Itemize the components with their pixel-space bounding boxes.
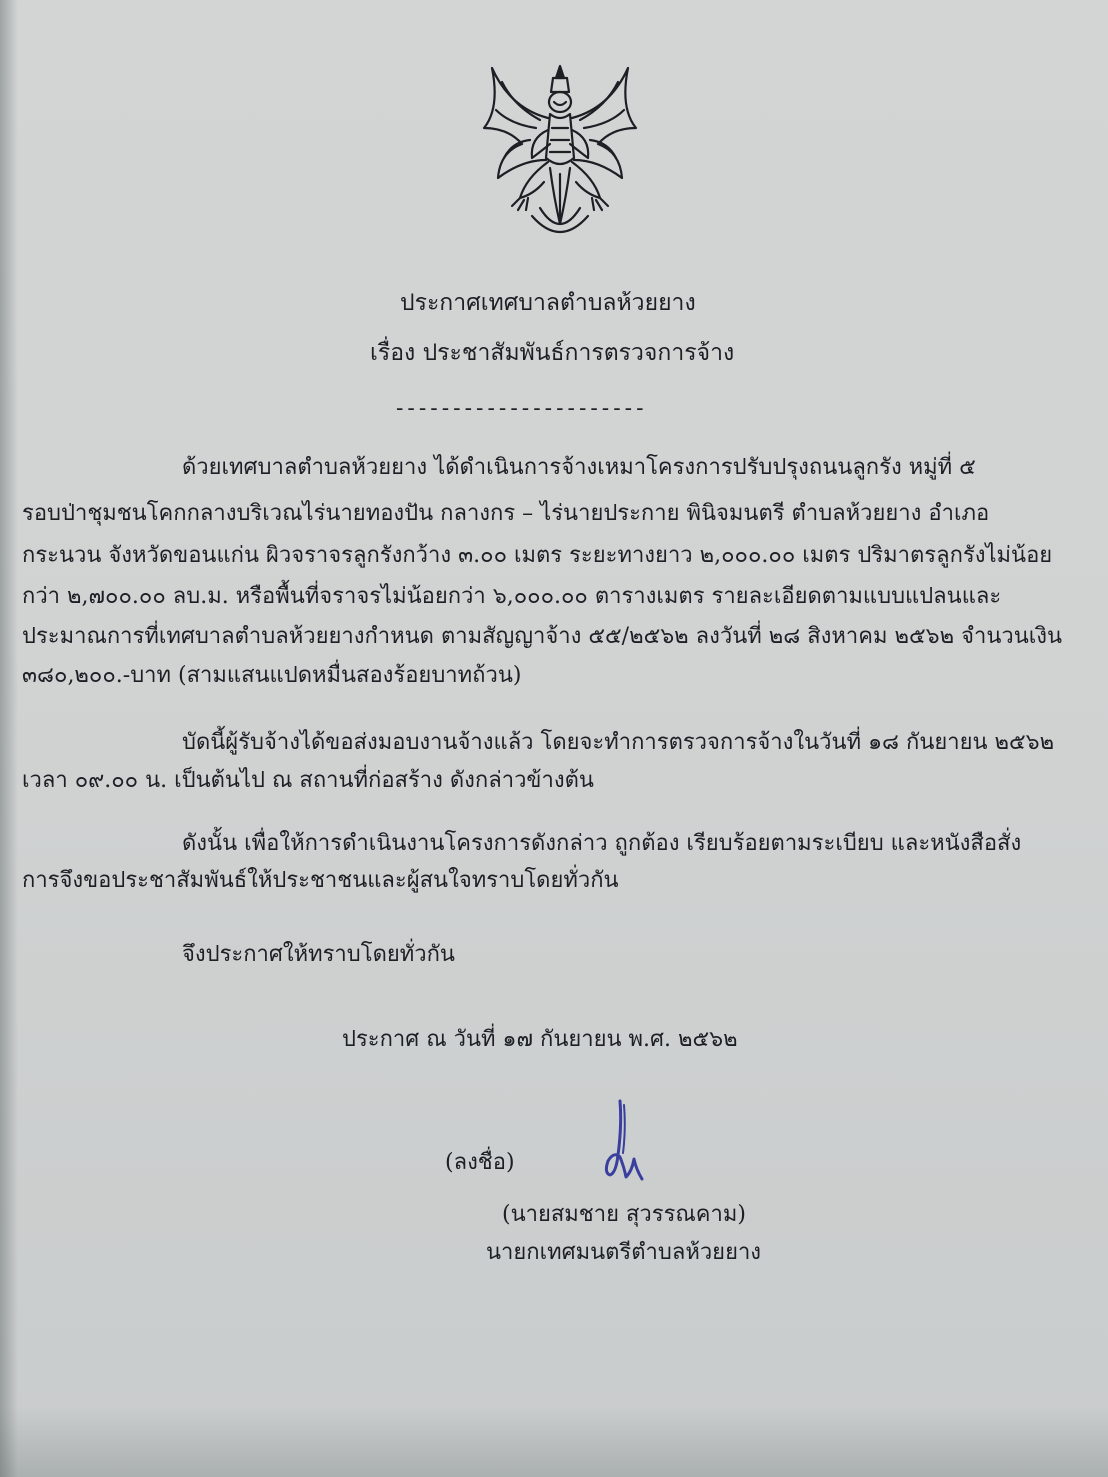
paragraph-line: กระนวน จังหวัดขอนแก่น ผิวจราจรลูกรังกว้าง ๓.๐๐ เมตร ระยะทางยาว ๒,๐๐๐.๐๐ เมตร ปริมาตรลูกรังไม่น้อย	[22, 543, 1053, 568]
paragraph-line: เวลา ๐๙.๐๐ น. เป็นต้นไป ณ สถานที่ก่อสร้าง ดังกล่าวข้างต้น	[22, 768, 594, 793]
closing-line: จึงประกาศให้ทราบโดยทั่วกัน	[182, 942, 455, 967]
paragraph-line: กว่า ๒,๗๐๐.๐๐ ลบ.ม. หรือพื้นที่จราจรไม่น้อยกว่า ๖,๐๐๐.๐๐ ตารางเมตร รายละเอียดตามแบบแปลนและ	[22, 584, 1002, 609]
paragraph-line: ด้วยเทศบาลตำบลห้วยยาง ได้ดำเนินการจ้างเหมาโครงการปรับปรุงถนนลูกรัง หมู่ที่ ๕	[182, 455, 976, 480]
page-shadow-bottom	[0, 1407, 1108, 1477]
paragraph-line: ๓๘๐,๒๐๐.-บาท (สามแสนแปดหมื่นสองร้อยบาทถ้วน)	[22, 663, 522, 688]
paragraph-line: บัดนี้ผู้รับจ้างได้ขอส่งมอบงานจ้างแล้ว โดยจะทำการตรวจการจ้างในวันที่ ๑๘ กันยายน ๒๕๖๒	[182, 730, 1055, 755]
garuda-emblem-icon	[470, 48, 650, 248]
title-separator: ----------------------	[396, 396, 648, 421]
signer-name: (นายสมชาย สุวรรณคาม)	[502, 1202, 746, 1227]
announcement-date: ประกาศ ณ วันที่ ๑๗ กันยายน พ.ศ. ๒๕๖๒	[342, 1027, 738, 1052]
paragraph-line: การจึงขอประชาสัมพันธ์ให้ประชาชนและผู้สนใจทราบโดยทั่วกัน	[22, 868, 619, 893]
document-title: ประกาศเทศบาลตำบลห้วยยาง	[400, 290, 696, 316]
signature-icon	[590, 1095, 650, 1185]
paragraph-line: ประมาณการที่เทศบาลตำบลห้วยยางกำหนด ตามสัญญาจ้าง ๕๕/๒๕๖๒ ลงวันที่ ๒๘ สิงหาคม ๒๕๖๒ จำนวนเงิน	[22, 624, 1063, 649]
page-shadow	[0, 0, 18, 1477]
paragraph-line: ดังนั้น เพื่อให้การดำเนินงานโครงการดังกล่าว ถูกต้อง เรียบร้อยตามระเบียบ และหนังสือสั่ง	[182, 831, 1022, 856]
signer-position: นายกเทศมนตรีตำบลห้วยยาง	[486, 1240, 762, 1265]
signed-label: (ลงชื่อ)	[445, 1150, 515, 1175]
paragraph-line: รอบป่าชุมชนโคกกลางบริเวณไร่นายทองปัน กลางกร – ไร่นายประกาย พินิจมนตรี ตำบลห้วยยาง อำเภอ	[22, 501, 990, 526]
document-subject: เรื่อง ประชาสัมพันธ์การตรวจการจ้าง	[370, 340, 735, 366]
